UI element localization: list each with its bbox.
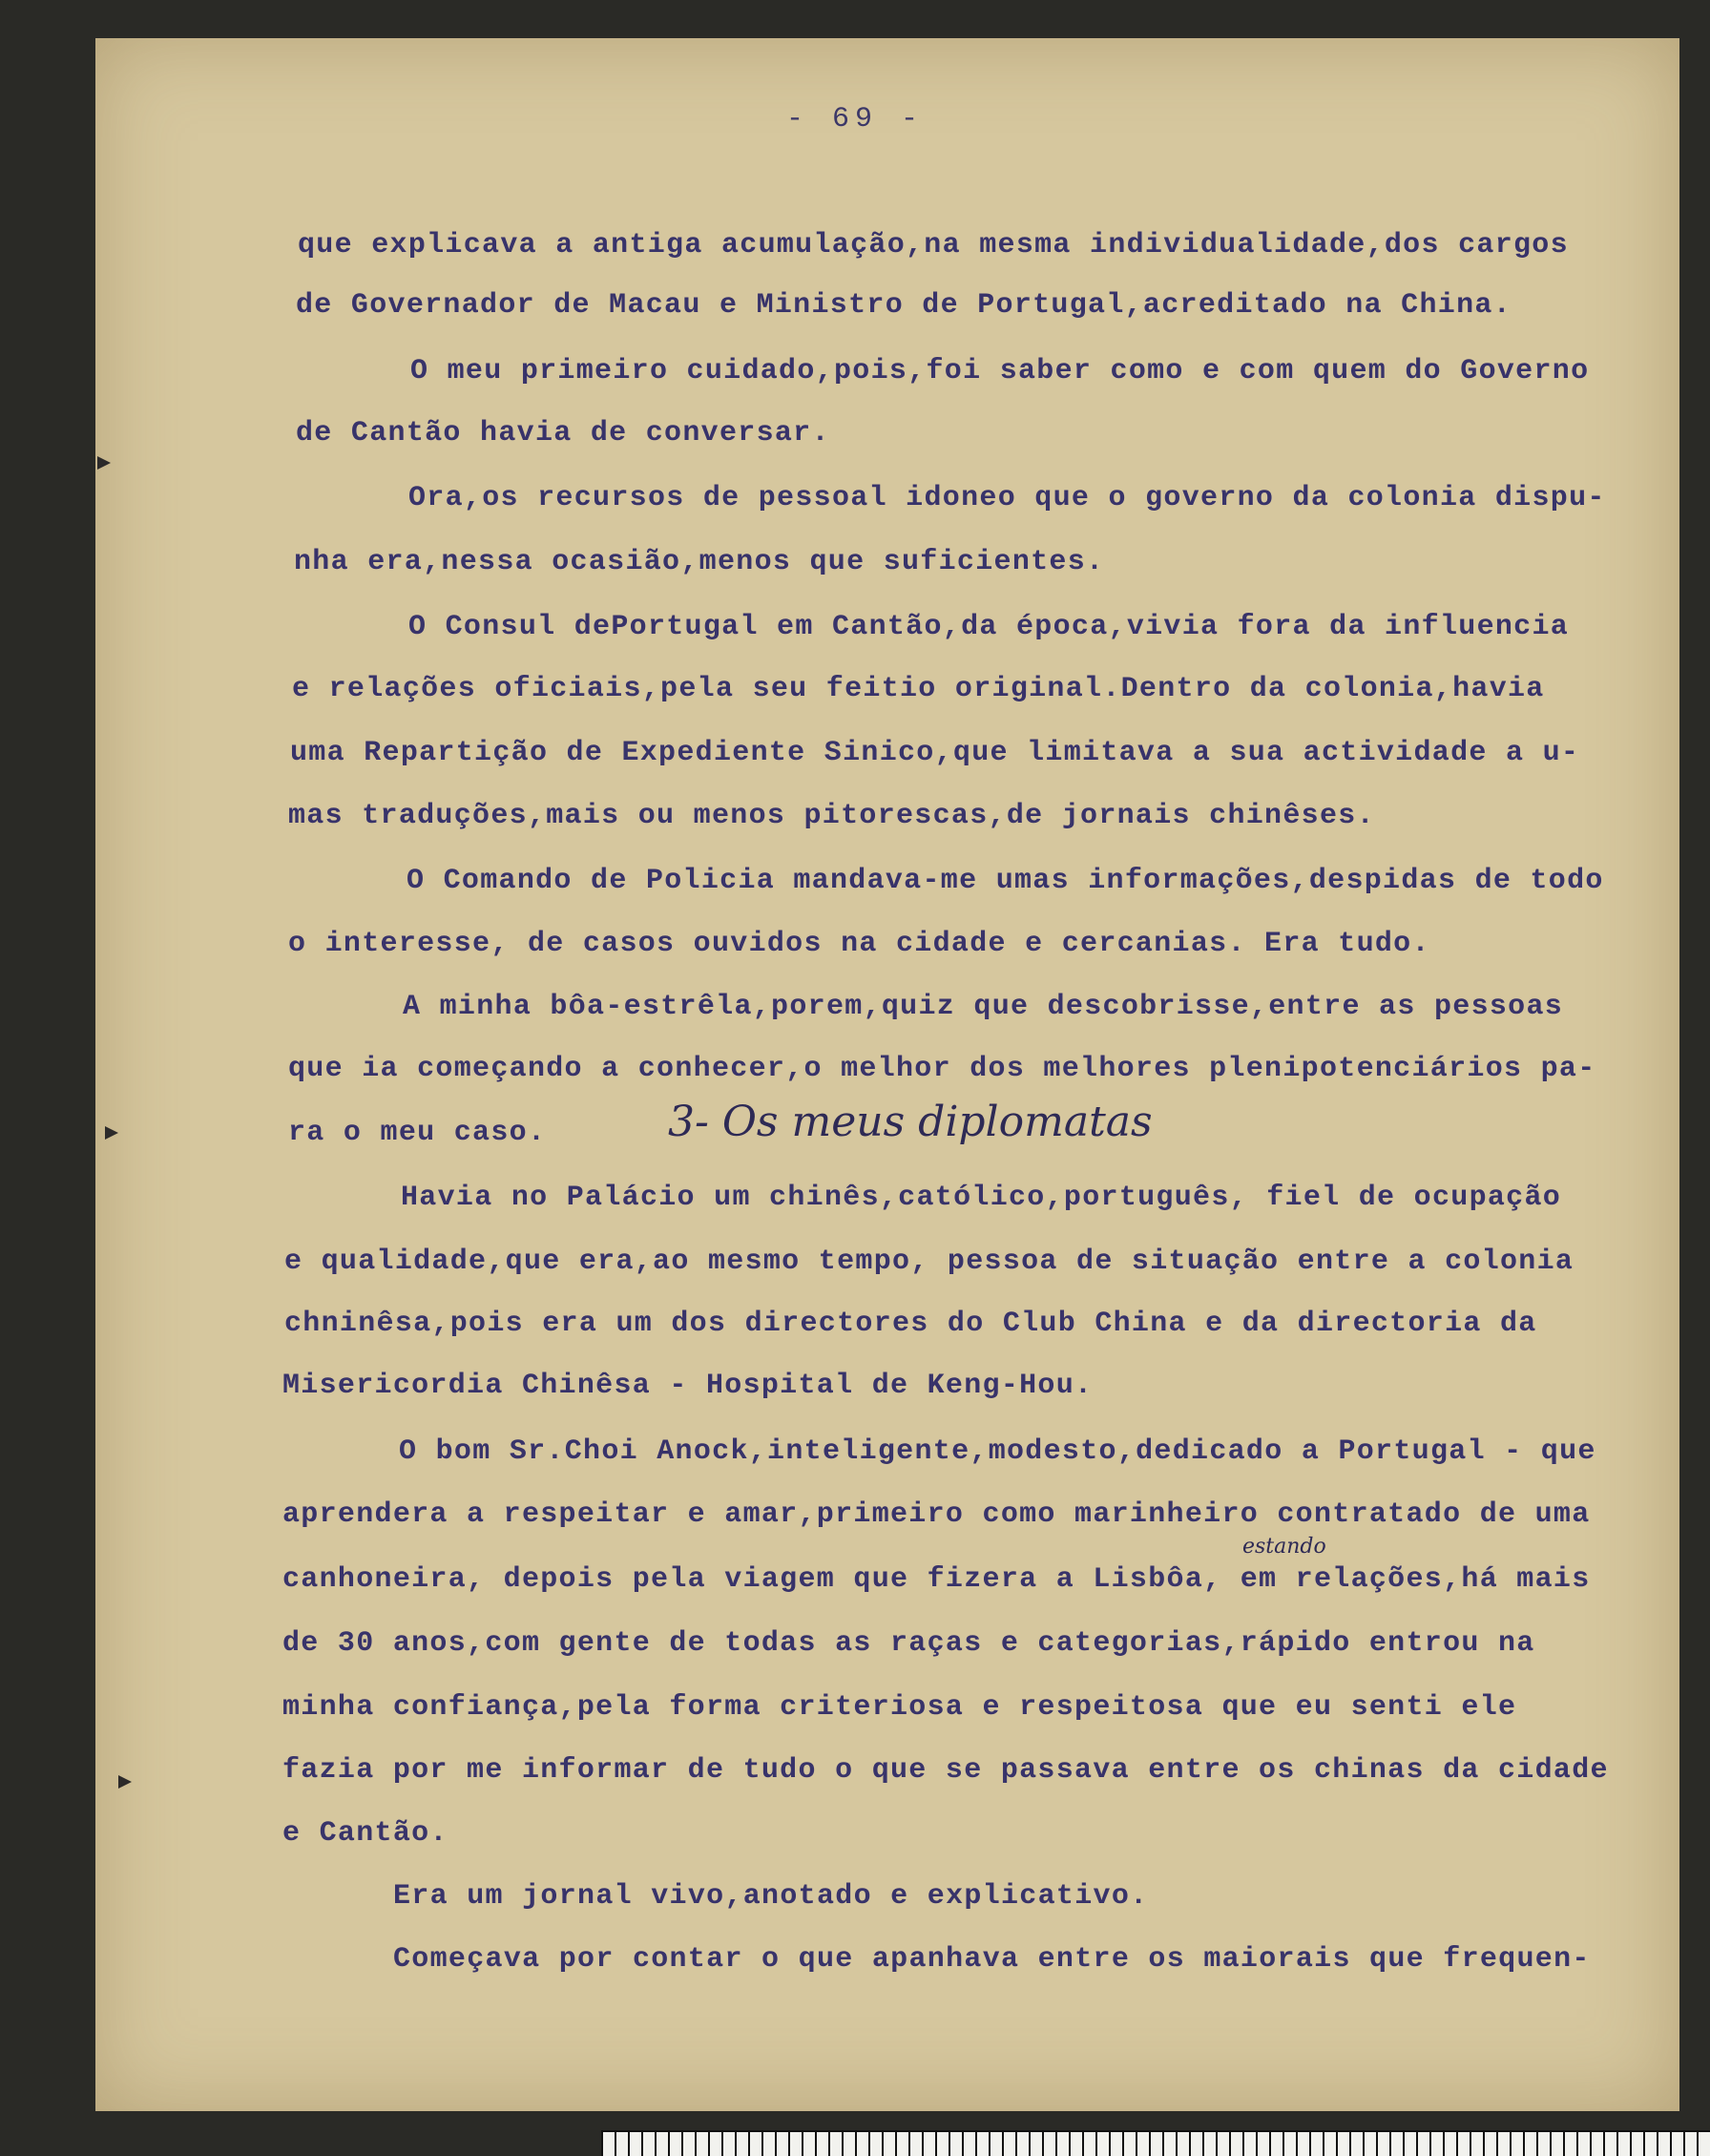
text-line: que ia começando a conhecer,o melhor dos melhores plenipotenciários pa-	[288, 1053, 1596, 1085]
text-line: mas traduções,mais ou menos pitorescas,de jornais chinêses.	[288, 800, 1375, 832]
handwritten-insertion: estando	[1242, 1535, 1326, 1559]
text-line: de Cantão havia de conversar.	[296, 417, 830, 450]
text-line: uma Repartição de Expediente Sinico,que limitava a sua actividade a u-	[290, 737, 1580, 769]
text-line: e relações oficiais,pela seu feitio original.Dentro da colonia,havia	[292, 673, 1545, 705]
text-line: O Comando de Policia mandava-me umas informações,despidas de todo	[407, 865, 1604, 897]
text-line: e Cantão.	[282, 1817, 448, 1850]
handwritten-section-heading: 3- Os meus diplomatas	[668, 1098, 1153, 1146]
text-line: fazia por me informar de tudo o que se passava entre os chinas da cidade	[282, 1754, 1609, 1787]
text-line: o interesse, de casos ouvidos na cidade e cercanias. Era tudo.	[288, 928, 1430, 960]
text-line: canhoneira, depois pela viagem que fizera a Lisbôa, em relações,há mais	[282, 1563, 1591, 1596]
page-number: - 69 -	[785, 103, 925, 136]
text-line: A minha bôa-estrêla,porem,quiz que descobrisse,entre as pessoas	[403, 991, 1564, 1023]
text-line: ra o meu caso.	[288, 1117, 547, 1149]
margin-arrow-mark	[97, 456, 111, 470]
text-line: Havia no Palácio um chinês,católico,português, fiel de ocupação	[401, 1182, 1562, 1214]
text-line: minha confiança,pela forma criteriosa e respeitosa que eu senti ele	[282, 1691, 1517, 1724]
text-line: de Governador de Macau e Ministro de Portugal,acreditado na China.	[296, 289, 1512, 322]
margin-arrow-mark	[105, 1126, 118, 1140]
text-line: Misericordia Chinêsa - Hospital de Keng-Hou.	[282, 1370, 1094, 1402]
text-line: chninêsa,pois era um dos directores do Club China e da directoria da	[284, 1308, 1537, 1340]
text-line: e qualidade,que era,ao mesmo tempo, pessoa de situação entre a colonia	[284, 1245, 1574, 1278]
text-line: nha era,nessa ocasião,menos que suficientes.	[294, 546, 1105, 578]
text-line: de 30 anos,com gente de todas as raças e categorias,rápido entrou na	[282, 1627, 1535, 1660]
margin-arrow-mark	[118, 1775, 132, 1789]
text-line: Começava por contar o que apanhava entre os maiorais que frequen-	[393, 1943, 1591, 1976]
text-line: que explicava a antiga acumulação,na mesma individualidade,dos cargos	[298, 229, 1569, 262]
text-line: aprendera a respeitar e amar,primeiro como marinheiro contratado de uma	[282, 1498, 1591, 1531]
text-line: Ora,os recursos de pessoal idoneo que o governo da colonia dispu-	[408, 482, 1606, 514]
scale-ruler	[601, 2130, 1710, 2156]
text-line: Era um jornal vivo,anotado e explicativo.	[393, 1880, 1149, 1913]
text-line: O meu primeiro cuidado,pois,foi saber como e com quem do Governo	[410, 355, 1590, 387]
text-line: O bom Sr.Choi Anock,inteligente,modesto,dedicado a Portugal - que	[399, 1435, 1596, 1468]
text-line: O Consul dePortugal em Cantão,da época,vivia fora da influencia	[408, 611, 1570, 643]
